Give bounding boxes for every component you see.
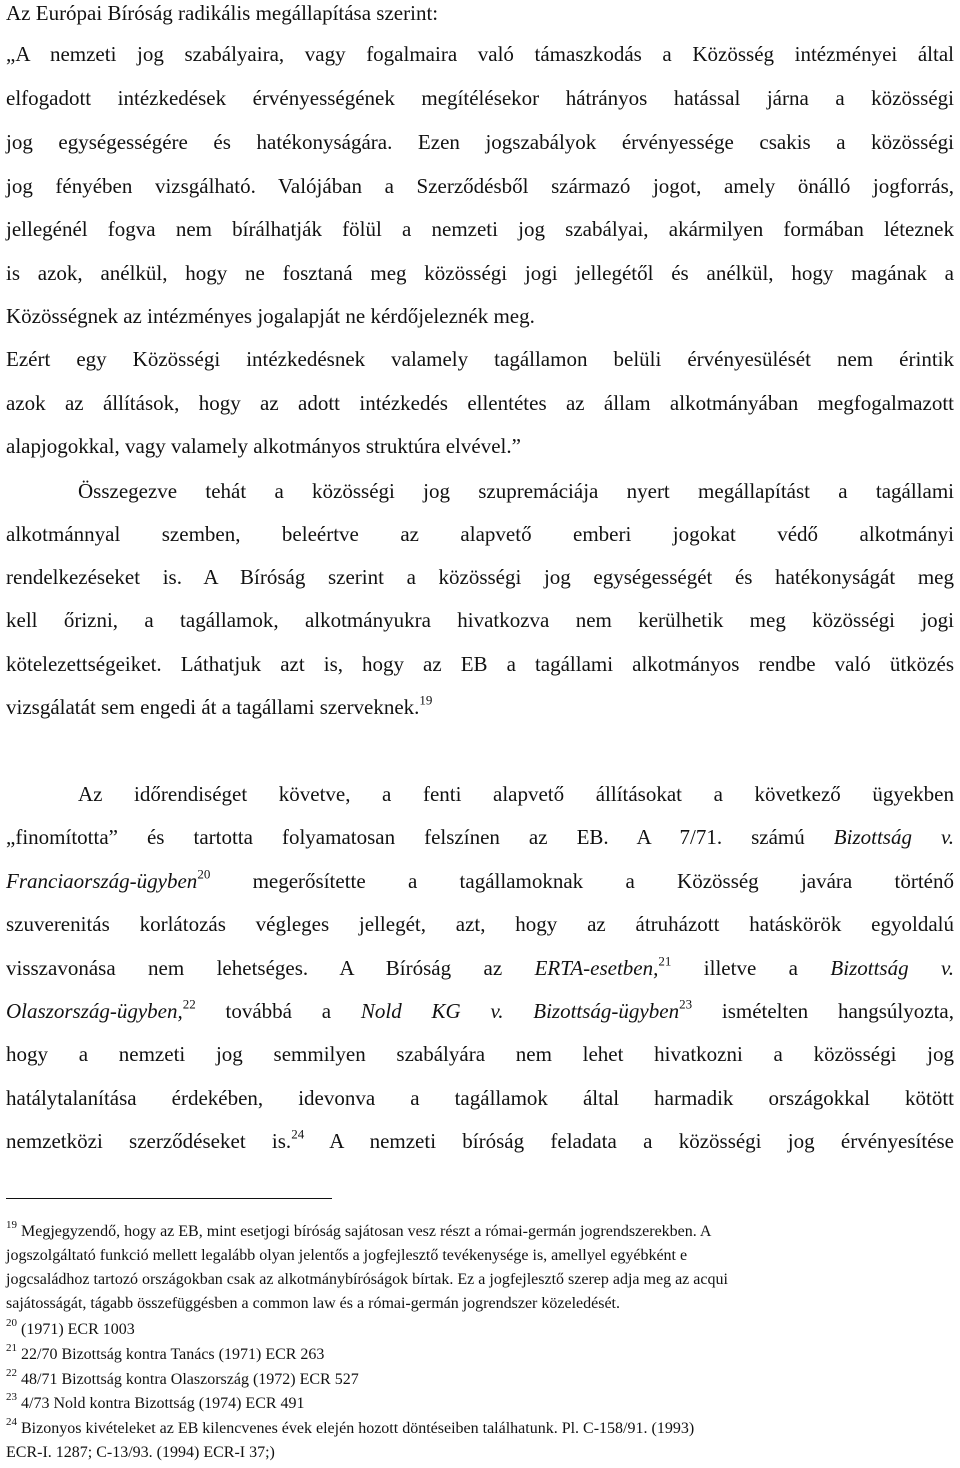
text-line: Ezért egy Közösségi intézkedésnek valamely tagállamon belüli érvényesülését nem érintik [6, 347, 954, 371]
text-line: hogy a nemzeti jog semmilyen szabályára nem lehet hivatkozni a közösségi jog [6, 1042, 954, 1066]
text-line: kötelezettségeiket. Láthatjuk azt is, hogy az EB a tagállami alkotmányos rendbe való ütközés [6, 652, 954, 676]
footnote-24 [6, 1415, 954, 1439]
case-name: ERTA-esetben, [534, 956, 659, 980]
text-line [6, 694, 954, 720]
text-line: jog egységességére és hatékonyságára. Ezen jogszabályok érvényessége csakis a közösségi [6, 130, 954, 154]
footnote-number: 20 [6, 1316, 17, 1329]
footnote-number: 23 [6, 1390, 17, 1403]
line-text: megerősítette a tagállamoknak a Közösség javára történő [210, 869, 954, 893]
line-text: vizsgálatát sem engedi át a tagállami szerveknek. [6, 695, 420, 719]
footnote-number: 21 [6, 1341, 17, 1354]
footnote-ref[interactable]: 24 [291, 1126, 305, 1142]
footnote-ref[interactable]: 20 [197, 866, 211, 882]
footnote-ref[interactable]: 21 [658, 953, 672, 969]
line-text: „finomította” és tartotta folyamatosan felszínen az EB. A 7/71. számú [6, 825, 834, 849]
text-line: Összegezve tehát a közösségi jog szupremáciája nyert megállapítást a tagállami [78, 479, 954, 503]
footnote-22 [6, 1366, 954, 1390]
case-name: Nold KG v. Bizottság-ügyben [360, 999, 680, 1023]
footnote-text: Megjegyzendő, hogy az EB, mint esetjogi bíróság sajátosan vesz részt a római-germán jogrendszerekben. A [17, 1223, 712, 1240]
text-line: jog fényében vizsgálható. Valójában a Szerződésből származó jogot, amely önálló jogforrás, [6, 174, 954, 198]
footnote-text: (1971) ECR 1003 [17, 1321, 135, 1338]
text-line: Az időrendiséget követve, a fenti alapvető állításokat a következő ügyekben [78, 782, 954, 806]
footnote-20 [6, 1316, 954, 1340]
footnote-line: jogszolgáltató funkció mellett legalább olyan jelentős a jogfejlesztő tevékenysége is, amellyel egyébként e [6, 1247, 688, 1264]
text-line [6, 1128, 954, 1154]
text-line: hatálytalanítása érdekében, idevonva a tagállamok által harmadik országokkal kötött [6, 1086, 954, 1110]
case-name: Olaszország-ügyben, [6, 999, 183, 1023]
footnote-number: 19 [6, 1218, 17, 1231]
line-text: ismételten hangsúlyozta, [692, 999, 954, 1023]
line-text: visszavonása nem lehetséges. A Bíróság az [6, 956, 535, 980]
footnote-ref[interactable]: 19 [419, 692, 433, 708]
text-line: elfogadott intézkedések érvényességének megítélésekor hátrányos hatással járna a közösségi [6, 86, 954, 110]
line-text: A nemzeti bíróság feladata a közösségi jog érvényesítése [304, 1129, 955, 1153]
footnote-text: 4/73 Nold kontra Bizottság (1974) ECR 491 [17, 1395, 305, 1412]
text-line: jellegénél fogva nem bírálhatják fölül a nemzeti jog szabályai, akármilyen formában léteznek [6, 217, 954, 241]
footnote-text: Bizonyos kivételeket az EB kilencvenes évek elején hozott döntéseiben találhatunk. Pl. C-158/91. (1993) [17, 1420, 695, 1437]
text-line [6, 998, 954, 1024]
case-name: Franciaország-ügyben [6, 869, 198, 893]
footnote-separator [6, 1198, 332, 1199]
footnote-text: 48/71 Bizottság kontra Olaszország (1972) ECR 527 [17, 1371, 359, 1388]
line-text: nemzetközi szerződéseket is. [6, 1129, 292, 1153]
case-name: Bizottság v. [833, 825, 954, 849]
text-line [6, 824, 954, 850]
text-line: rendelkezéseket is. A Bíróság szerint a közösségi jog egységességét és hatékonyságát meg [6, 565, 954, 589]
footnote-text: 22/70 Bizottság kontra Tanács (1971) ECR 263 [17, 1346, 325, 1363]
footnote-19 [6, 1218, 954, 1242]
footnote-number: 24 [6, 1415, 17, 1428]
text-line: szuverenitás korlátozás végleges jellegét, azt, hogy az átruházott hatáskörök egyoldalú [6, 912, 954, 936]
footnote-line: jogcsaládhoz tartozó országokban csak az alkotmánybíróságok bírtak. Ez a jogfejlesztő szerep adja meg az acqui [6, 1271, 728, 1288]
footnote-ref[interactable]: 22 [182, 996, 196, 1012]
footnote-21 [6, 1341, 954, 1365]
text-line [6, 955, 954, 981]
footnote-ref[interactable]: 23 [679, 996, 693, 1012]
text-line: azok az állítások, hogy az adott intézkedés ellentétes az állam alkotmányában megfogalmazott [6, 391, 954, 415]
footnote-number: 22 [6, 1366, 17, 1379]
line-text: továbbá a [195, 999, 361, 1023]
text-line [6, 868, 954, 894]
text-line: „A nemzeti jog szabályaira, vagy fogalmaira való támaszkodás a Közösség intézményei által [6, 42, 954, 66]
text-line: Közösségnek az intézményes jogalapját ne kérdőjeleznék meg. [6, 304, 535, 328]
footnote-23 [6, 1390, 954, 1414]
text-line: alkotmánnyal szemben, beleértve az alapvető emberi jogokat védő alkotmányi [6, 522, 954, 546]
footnote-line: ECR-I. 1287; C-13/93. (1994) ECR-I 37;) [6, 1444, 275, 1461]
text-line: alapjogokkal, vagy valamely alkotmányos struktúra elvével.” [6, 434, 521, 458]
text-line: kell őrizni, a tagállamok, alkotmányukra hivatkozva nem kerülhetik meg közösségi jogi [6, 608, 954, 632]
text-line: is azok, anélkül, hogy ne fosztaná meg közösségi jogi jellegétől és anélkül, hogy magának a [6, 261, 954, 285]
text-line: Az Európai Bíróság radikális megállapítása szerint: [6, 1, 439, 25]
case-name: Bizottság v. [830, 956, 954, 980]
footnote-line: sajátosságát, tágabb összefüggésben a common law és a római-germán jogrendszer közeledését. [6, 1295, 620, 1312]
line-text: illetve a [671, 956, 831, 980]
